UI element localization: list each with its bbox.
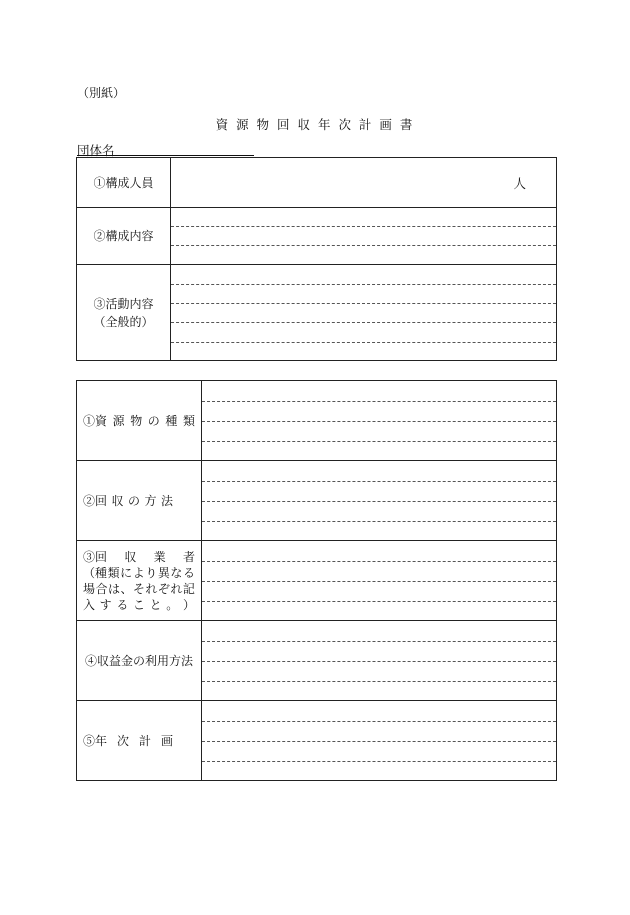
char: 方 [144,493,157,508]
activity-label-line1: ③活動内容 [93,296,154,311]
composition-label: ②構成内容 [77,208,171,265]
char: な [170,565,183,580]
proceeds-usage-label: ④収益金の利用方法 [77,621,202,701]
char: る [116,597,129,612]
annual-plan-field[interactable] [202,701,557,781]
char: 者 [182,549,195,564]
dotted-line [202,561,556,562]
char: 法 [160,493,173,508]
char: の [127,493,140,508]
collection-method-label [77,461,202,541]
char: 源 [112,413,125,428]
char: ） [182,597,195,612]
dotted-line [202,721,556,722]
char: ⑤年 [83,733,108,748]
char: 、 [120,581,133,596]
dotted-line [202,661,556,662]
dotted-line [202,581,556,582]
members-label: ①構成人員 [77,158,171,208]
collection-plan-table [76,380,557,781]
dotted-line [171,226,556,227]
char: 場 [83,581,96,596]
dotted-line [202,441,556,442]
char: 。 [166,597,179,612]
char: 業 [153,549,166,564]
char: 計 [138,733,151,748]
char: ②回 [83,493,108,508]
collectors-label [77,541,202,621]
char: 物 [130,413,143,428]
attachment-label: （別紙） [77,86,126,100]
dotted-line [202,741,556,742]
dotted-line [202,421,556,422]
char: 収 [124,549,137,564]
char: 種 [165,413,178,428]
dotted-line [202,501,556,502]
members-field[interactable] [171,158,557,208]
composition-field[interactable] [171,208,557,265]
char: す [99,597,112,612]
char: 画 [160,733,173,748]
char: 異 [157,565,170,580]
char: 記 [182,581,195,596]
document-title: 資 源 物 回 収 年 次 計 画 書 [215,117,415,132]
members-unit: 人 [513,175,526,191]
char: に [120,565,133,580]
char: 入 [83,597,96,612]
activity-field[interactable] [171,265,557,361]
dotted-line [171,303,556,304]
dotted-line [171,284,556,285]
collectors-field[interactable] [202,541,557,621]
dotted-line [202,601,556,602]
dotted-line [171,322,556,323]
dotted-line [202,761,556,762]
char: と [149,597,162,612]
dotted-line [202,401,556,402]
dotted-line [202,481,556,482]
char: 次 [116,733,129,748]
char: は [107,581,120,596]
group-name-field[interactable] [77,155,254,156]
char: ぞ [157,581,170,596]
dotted-line [171,342,556,343]
dotted-line [171,245,556,246]
char: よ [132,565,145,580]
char: 合 [95,581,108,596]
char: こ [132,597,145,612]
proceeds-usage-field[interactable] [202,621,557,701]
char: （種 [83,565,108,580]
char: の [147,413,160,428]
activity-label [77,265,171,361]
char: 類 [182,413,195,428]
group-name-label: 団体名 [77,143,115,158]
resource-types-label [77,381,202,461]
char: 類 [107,565,120,580]
char: れ [170,581,183,596]
char: れ [145,581,158,596]
char: ③回 [83,549,108,564]
char: 収 [111,493,124,508]
collection-method-field[interactable] [202,461,557,541]
dotted-line [202,521,556,522]
dotted-line [202,641,556,642]
char: そ [132,581,145,596]
char: る [182,565,195,580]
member-info-table [76,157,557,361]
activity-label-line2: （全般的） [93,314,154,329]
annual-plan-label [77,701,202,781]
resource-types-field[interactable] [202,381,557,461]
dotted-line [202,681,556,682]
char: り [145,565,158,580]
char: ①資 [83,413,108,428]
